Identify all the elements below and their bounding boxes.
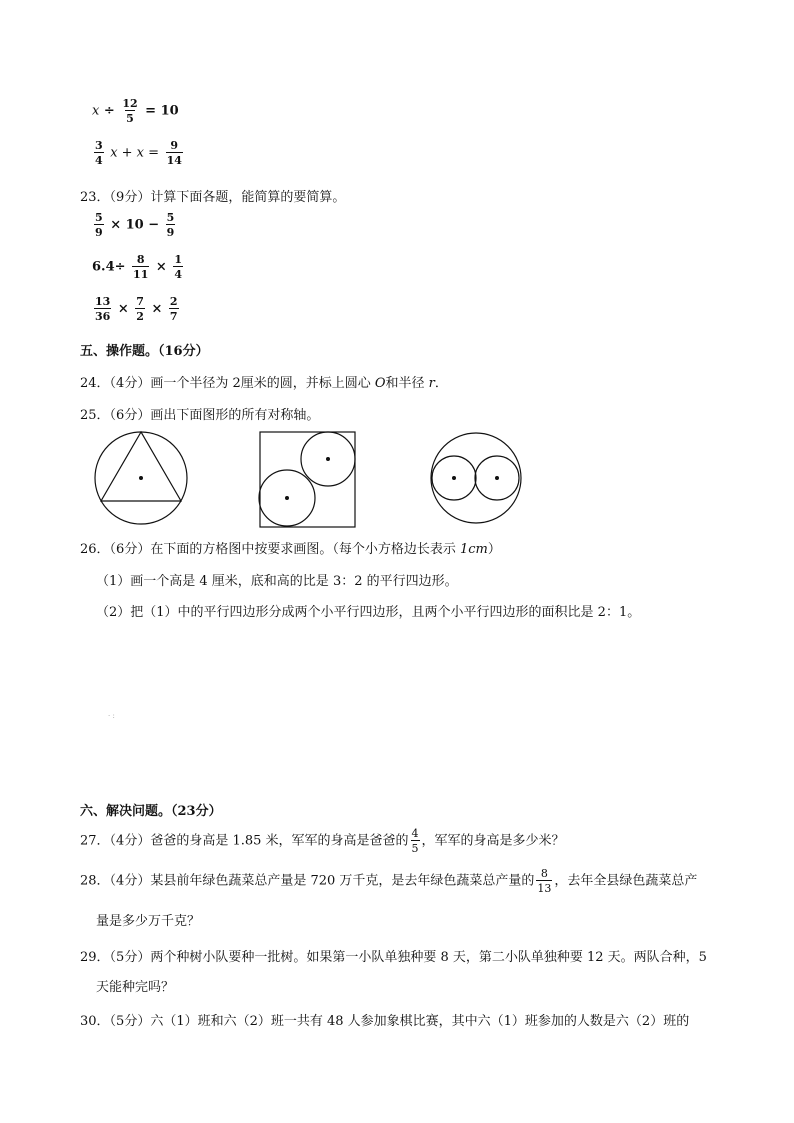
numerator: 3 xyxy=(95,139,103,152)
q28-post: ，去年全县绿色蔬菜总产 xyxy=(554,873,698,889)
equation-variable: x xyxy=(92,103,100,119)
fraction xyxy=(169,296,179,322)
fraction xyxy=(173,254,183,280)
denominator: 4 xyxy=(95,154,103,167)
denominator: 14 xyxy=(166,154,182,167)
denominator: 5 xyxy=(411,842,419,855)
numerator: 13 xyxy=(95,295,111,308)
fraction xyxy=(411,828,420,854)
operator: × xyxy=(151,301,163,317)
q26-unit: 1cm xyxy=(459,542,488,557)
question-24 xyxy=(80,372,448,391)
denominator: 5 xyxy=(126,112,134,125)
question-25: 25．（6分）画出下面图形的所有对称轴。 xyxy=(80,408,320,423)
denominator: 7 xyxy=(169,310,178,323)
question-30: 30．（5分）六（1）班和六（2）班一共有 48 人参加象棋比赛，其中六（1）班参加的人数是六（2）班的 xyxy=(80,1014,690,1029)
question-28 xyxy=(80,868,697,894)
question-26 xyxy=(80,538,501,557)
numerator: 1 xyxy=(174,253,182,266)
question-23: 23．（9分）计算下面各题，能简算的要简算。 xyxy=(80,190,346,205)
upper-center-dot xyxy=(326,457,330,461)
q24-post: ． xyxy=(434,376,448,391)
denominator: 11 xyxy=(133,268,149,281)
fraction xyxy=(94,212,104,238)
figure-square-two-circles xyxy=(259,432,355,527)
question-29-line2: 天能种完吗？ xyxy=(96,980,175,995)
q26-pre: 26．（6分）在下面的方格图中按要求画图。（每个小方格边长表示 xyxy=(80,542,460,557)
denominator: 4 xyxy=(174,268,182,281)
calc-middle: × 10 − xyxy=(110,217,160,233)
right-center-dot xyxy=(495,476,499,480)
numerator: 8 xyxy=(136,253,145,266)
question-28-line2: 量是多少万千克？ xyxy=(96,914,201,929)
q24-mid: 和半径 xyxy=(385,376,429,391)
q24-radius-symbol: r xyxy=(428,376,435,391)
denominator: 9 xyxy=(166,226,175,239)
equation-middle: x + x = xyxy=(110,145,160,161)
fraction xyxy=(121,98,138,124)
numerator: 9 xyxy=(170,139,179,152)
calc-item-2 xyxy=(92,254,185,280)
fraction xyxy=(94,296,111,322)
equation-1 xyxy=(92,98,179,124)
q24-pre: 24．（4分）画一个半径为 2厘米的圆，并标上圆心 xyxy=(80,376,375,391)
q27-post: ，军军的身高是多少米？ xyxy=(421,833,565,849)
denominator: 2 xyxy=(136,310,144,323)
q27-pre: 27．（4分）爸爸的身高是 1.85 米，军军的身高是爸爸的 xyxy=(80,833,409,849)
grid-area-mark: · : xyxy=(108,712,115,720)
left-center-dot xyxy=(452,476,456,480)
symmetry-figures xyxy=(88,428,528,530)
question-26-sub1: （1）画一个高是 4 厘米，底和高的比是 3：2 的平行四边形。 xyxy=(96,574,458,589)
lower-center-dot xyxy=(285,496,289,500)
center-dot xyxy=(139,476,143,480)
fraction xyxy=(166,212,176,238)
numerator: 5 xyxy=(95,211,103,224)
equation-2 xyxy=(92,140,185,166)
calc-lead: 6.4÷ xyxy=(92,259,126,275)
calc-middle: × xyxy=(155,259,167,275)
question-27 xyxy=(80,828,565,854)
denominator: 9 xyxy=(95,226,103,239)
denominator: 13 xyxy=(537,882,552,895)
numerator: 7 xyxy=(136,295,144,308)
question-26-sub2: （2）把（1）中的平行四边形分成两个小平行四边形，且两个小平行四边形的面积比是 2：1。 xyxy=(96,605,641,620)
figure-circle-triangle xyxy=(95,432,187,524)
numerator: 5 xyxy=(166,211,175,224)
numerator: 4 xyxy=(411,827,419,840)
fraction xyxy=(94,140,104,166)
numerator: 8 xyxy=(540,867,548,880)
operator: ÷ xyxy=(103,103,115,119)
fraction xyxy=(166,140,183,166)
operator: × xyxy=(117,301,129,317)
question-29: 29．（5分）两个种树小队要种一批树。如果第一小队单独种要 8 天，第二小队单独种要 12 天。两队合种，5 xyxy=(80,950,707,965)
figure-circle-two-circles xyxy=(431,433,521,523)
numerator: 12 xyxy=(122,97,138,110)
fraction xyxy=(132,254,149,280)
denominator: 36 xyxy=(95,310,111,323)
q26-post: ） xyxy=(487,542,501,557)
fraction xyxy=(536,868,552,894)
section-5-heading: 五、操作题。（16分） xyxy=(80,344,209,359)
calc-item-3 xyxy=(92,296,181,322)
numerator: 2 xyxy=(169,295,178,308)
section-6-heading: 六、解决问题。（23分） xyxy=(80,804,222,819)
calc-item-1 xyxy=(92,212,177,238)
q28-pre: 28．（4分）某县前年绿色蔬菜总产量是 720 万千克，是去年绿色蔬菜总产量的 xyxy=(80,873,535,889)
q24-center-symbol: O xyxy=(374,376,386,391)
inscribed-triangle xyxy=(101,432,181,501)
equation-rhs: = 10 xyxy=(145,103,179,119)
fraction xyxy=(135,296,145,322)
